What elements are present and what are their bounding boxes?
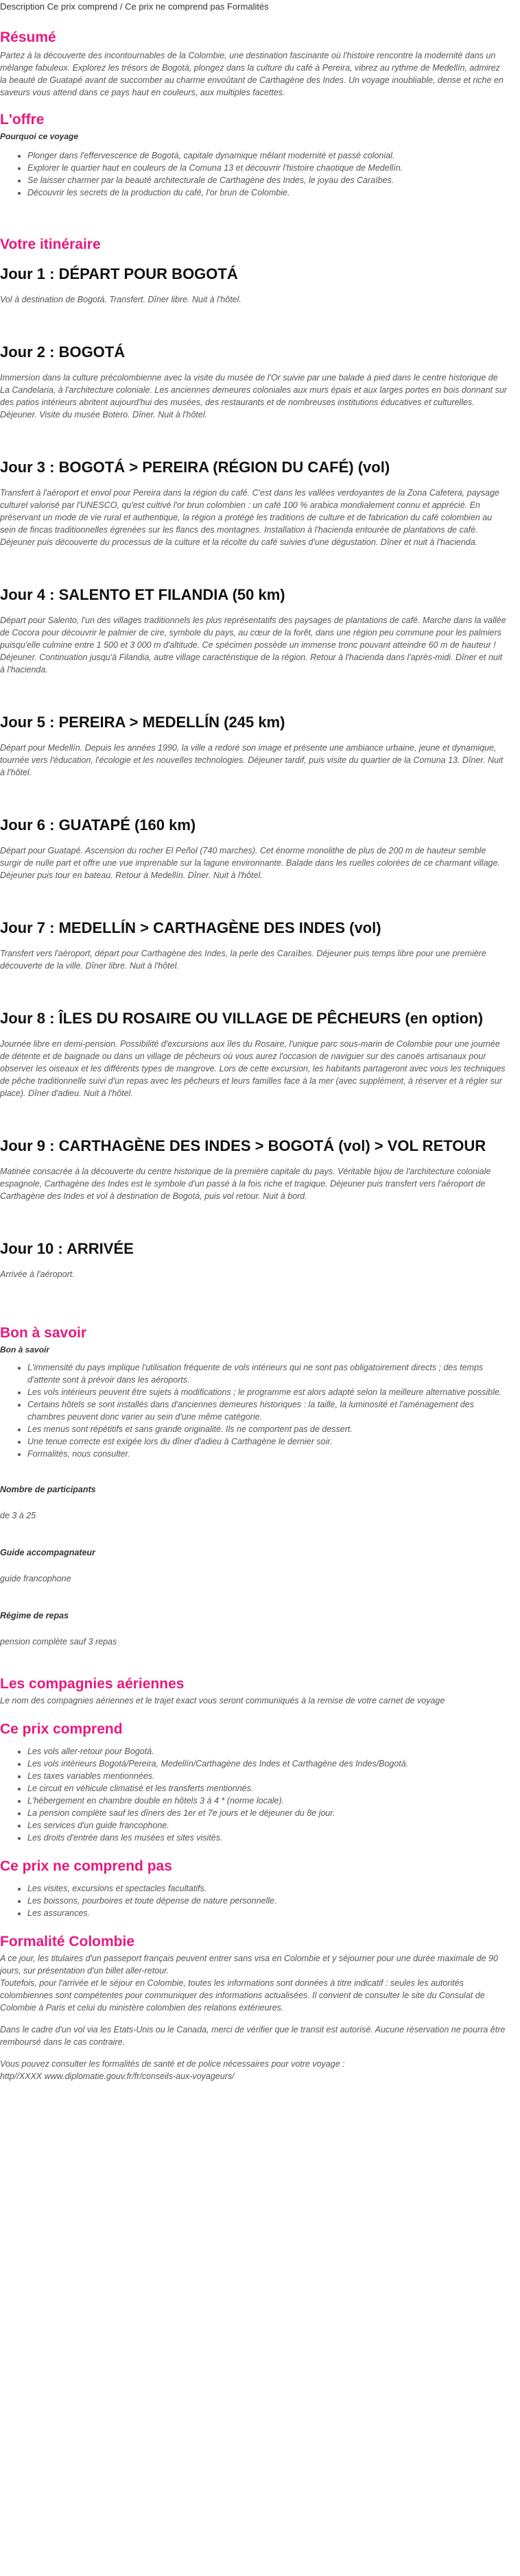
formalities-p4: Vous pouvez consulter les formalités de santé et de police nécessaires pour votre voyage : [0, 2059, 345, 2069]
formalities-p2: Toutefois, pour l'arrivée et le séjour en Colombie, toutes les informations sont données à titre indicatif : seules les autorités colombiennes sont compétentes pour communiquer des informations actualisées. Il convient de consulter le site du Consulat de Colombie à Paris et celui du ministère colombien des relations extérieures. [0, 1978, 485, 2013]
list-item: • Les visites, excursions et spectacles facultatifs. [27, 1882, 509, 1895]
includes-title: Ce prix comprend [0, 1721, 123, 1737]
list-item: • Explorer le quartier haut en couleurs de la Comuna 13 et découvrir l'histoire chaotique de Medellín. [27, 162, 509, 174]
good-to-know-title: Bon à savoir [0, 1325, 87, 1341]
list-item: • Formalités, nous consulter. [27, 1448, 509, 1460]
participants-value: de 3 à 25 [0, 1511, 36, 1520]
day-title: Jour 8 : ÎLES DU ROSAIRE OU VILLAGE DE PÊCHEURS (en option) [0, 1010, 484, 1027]
day-6 [0, 816, 509, 882]
day-1 [0, 265, 509, 306]
includes-section [0, 1721, 509, 1844]
tab-description[interactable]: Description [0, 1, 45, 12]
offer-subtitle: Pourquoi ce voyage [0, 132, 79, 141]
list-item: • L'immensité du pays implique l'utilisation fréquente de vols intérieurs qui ne sont pas obligatoirement directs ; des temps d'attente sont à prévoir dans les aéroports. [27, 1361, 509, 1386]
day-3 [0, 458, 509, 548]
day-title: Jour 3 : BOGOTÁ > PEREIRA (RÉGION DU CAFÉ) (vol) [0, 459, 390, 476]
day-text: Arrivée à l'aéroport. [0, 1269, 75, 1279]
day-text: Journée libre en demi-pension. Possibilité d'excursions aux îles du Rosaire, l'unique parc sous-marin de Colombie pour une journée de détente et de baignade ou dans un village de pêcheurs où vous aurez l'occasion de naviguer sur des canoës artisanaux pour observer les oiseaux et les différents types de mangrove. Lors de cette excursion, les habitants partageront avec vous les techniques de pêche traditionnelle suivi d'un repas avec les pêcheurs et leurs familles face à la mer (avec supplément, à réserver et à régler sur place). Dîner d'adieu. Nuit à l'hôtel. [0, 1039, 506, 1098]
meals-value: pension complète sauf 3 repas [0, 1637, 117, 1647]
day-title: Jour 9 : CARTHAGÈNE DES INDES > BOGOTÁ (vol) > VOL RETOUR [0, 1137, 486, 1154]
day-text: Départ pour Medellín. Depuis les années 1990, la ville a redoré son image et présente une ambiance urbaine, jeune et dynamique, tournée vers l'éducation, l'écologie et les nouvelles technologies. Déjeuner tardif, puis visite du quartier de la Comuna 13. Dîner. Nuit à l'hôtel. [0, 743, 504, 777]
list-item: • Les droits d'entrée dans les musées et sites visités. [27, 1832, 509, 1844]
day-text: Départ pour Guatapé. Ascension du rocher El Peñol (740 marches). Cet énorme monolithe de plus de 200 m de hauteur semble surgir de nulle part et offre une vue imprenable sur la lagune environnante. Balade dans les ruelles colorées de ce charmant village. Déjeuner puis tour en bateau. Retour à Medellín. Dîner. Nuit à l'hôtel. [0, 846, 500, 880]
list-item: • L'hébergement en chambre double en hôtels 3 à 4 * (norme locale). [27, 1795, 509, 1807]
formalities-p3: Dans le cadre d'un vol via les Etats-Unis ou le Canada, merci de vérifier que le transit est autorisé. Aucune réservation ne pourra être remboursé dans le cas contraire. [0, 2025, 506, 2047]
day-4 [0, 585, 509, 676]
offer-section [0, 111, 509, 199]
day-title: Jour 10 : ARRIVÉE [0, 1240, 134, 1257]
list-item: • Les boissons, pourboires et toute dépense de nature personnelle. [27, 1895, 509, 1907]
day-text: Vol à destination de Bogotá. Transfert. Dîner libre. Nuit à l'hôtel. [0, 295, 241, 304]
day-title: Jour 4 : SALENTO ET FILANDIA (50 km) [0, 586, 285, 603]
formalities-p1: A ce jour, les titulaires d'un passeport français peuvent entrer sans visa en Colombie et y séjourner pour une durée maximale de 90 jours, sur présentation d'un billet aller-retour. [0, 1954, 498, 1976]
list-item: • Le circuit en véhicule climatisé et les transferts mentionnés. [27, 1782, 509, 1795]
day-title: Jour 5 : PEREIRA > MEDELLÍN (245 km) [0, 714, 285, 731]
day-9 [0, 1137, 509, 1202]
list-item: • Les vols aller-retour pour Bogotá. [27, 1745, 509, 1758]
good-to-know-section [0, 1324, 509, 1648]
day-text: Matinée consacrée à la découverte du centre historique de la première capitale du pays. Véritable bijou de l'architecture coloniale espagnole, Carthagène des Indes est le symbole d'un passé à la fois riche et tragique. Déjeuner puis transfert vers l'aéroport de Carthagène des Indes et vol à destination de Bogotá, puis vol retour. Nuit à bord. [0, 1167, 491, 1201]
airlines-title: Les compagnies aériennes [0, 1676, 185, 1692]
list-item: • Découvrir les secrets de la production du café, l'or brun de Colombie. [27, 186, 509, 199]
list-item: • La pension complète sauf les dîners des 1er et 7e jours et le déjeuner du 8e jour. [27, 1807, 509, 1819]
guide-label: Guide accompagnateur [0, 1548, 95, 1557]
offer-list [0, 149, 509, 199]
list-item: • Les vols intérieurs Bogotá/Pereira, Medellín/Carthagène des Indes et Carthagène des Indes/Bogotá. [27, 1758, 509, 1770]
tab-excludes[interactable]: Ce prix ne comprend pas [125, 1, 225, 12]
day-title: Jour 1 : DÉPART POUR BOGOTÁ [0, 265, 238, 282]
formalities-link[interactable]: http//XXXX www.diplomatie.gouv.fr/fr/conseils-aux-voyageurs/ [0, 2071, 235, 2081]
itinerary-section [0, 236, 509, 1280]
offer-title: L'offre [0, 112, 45, 127]
list-item: • Les services d'un guide francophone. [27, 1819, 509, 1832]
day-text: Transfert à l'aéroport et envol pour Pereira dans la région du café. C'est dans les vallées verdoyantes de la Zona Cafetera, paysage culturel valorisé par l'UNESCO, qu'est cultivé l'or brun colombien : un café 100 % arabica mondialement connu et apprécié. En préservant un mode de vie rural et authentique, la région a protégé les traditions de culture et de fabrication du café colombien au sein de fincas traditionnelles égrenées sur les flancs des montagnes. Installation à l'hacienda entourée de plantations de café. Déjeuner puis découverte du processus de la culture et la récolte du café suivies d'une dégustation. Dîner et nuit à l'hacienda. [0, 488, 499, 547]
tab-includes[interactable]: Ce prix comprend [47, 1, 118, 12]
list-item: • Les vols intérieurs peuvent être sujets à modifications ; le programme est alors adapté selon la meilleure alternative possible. [27, 1386, 509, 1398]
list-item: • Plonger dans l'effervescence de Bogotá, capitale dynamique mêlant modernité et passé colonial. [27, 149, 509, 162]
meals-label: Régime de repas [0, 1611, 69, 1620]
day-title: Jour 2 : BOGOTÁ [0, 343, 126, 361]
list-item: • Les taxes variables mentionnées. [27, 1770, 509, 1782]
formalities-title: Formalité Colombie [0, 1934, 135, 1949]
airlines-text: Le nom des compagnies aériennes et le trajet exact vous seront communiqués à la remise de votre carnet de voyage [0, 1696, 445, 1705]
participants-label: Nombre de participants [0, 1485, 96, 1494]
list-item: • Les assurances. [27, 1907, 509, 1919]
includes-list [0, 1745, 509, 1844]
excludes-list [0, 1882, 509, 1919]
list-item: • Les menus sont répétitifs et sans grande originalité. Ils ne comportent pas de dessert. [27, 1423, 509, 1435]
good-to-know-subtitle: Bon à savoir [0, 1345, 50, 1354]
tab-formalities[interactable]: Formalités [227, 1, 269, 12]
day-2 [0, 343, 509, 421]
day-text: Départ pour Salento, l'un des villages traditionnels les plus représentatifs des paysages de plantations de café. Marche dans la vallée de Cocora pour découvrir le palmier de cire, symbole du pays, au cœur de la forêt, dans une région peu commune pour les palmiers puisqu'elle culmine entre 1 500 et 3 000 m d'altitude. Ce spécimen possède un immense tronc pouvant atteindre 60 m de hauteur ! Déjeuner. Continuation jusqu'à Filandia, autre village caractéristique de la région. Retour à l'hacienda dans l'après-midi. Dîner et nuit à l'hacienda. [0, 616, 506, 675]
list-item: • Se laisser charmer par la beauté architecturale de Carthagène des Indes, le joyau des Caraïbes. [27, 174, 509, 186]
tab-separator: / [119, 1, 123, 12]
list-item: • Une tenue correcte est exigée lors du dîner d'adieu à Carthagène le dernier soir. [27, 1435, 509, 1448]
resume-section [0, 29, 509, 99]
list-item: • Certains hôtels se sont installés dans d'anciennes demeures historiques : la taille, la luminosité et l'aménagement des chambres peuvent donc varier au sein d'une même catégorie. [27, 1398, 509, 1423]
day-5 [0, 713, 509, 779]
day-8 [0, 1009, 509, 1099]
day-7 [0, 919, 509, 972]
day-title: Jour 6 : GUATAPÉ (160 km) [0, 816, 196, 834]
formalities-section [0, 1933, 509, 2081]
day-text: Transfert vers l'aéroport, départ pour Carthagène des Indes, la perle des Caraïbes. Déjeuner puis temps libre pour une première découverte de la ville. Dîner libre. Nuit à l'hôtel. [0, 949, 486, 971]
day-text: Immersion dans la culture précolombienne avec la visite du musée de l'Or suivie par une balade à pied dans le centre historique de La Candelaria, à l'architecture coloniale. Les anciennes demeures coloniales aux murs épais et aux larges portes en bois donnant sur des patios intérieurs abritent aujourd'hui des musées, des restaurants et de nombreuses institutions éducatives et culturelles. Déjeuner. Visite du musée Botero. Dîner. Nuit à l'hôtel. [0, 373, 507, 420]
resume-text: Partez à la découverte des incontournables de la Colombie, une destination fascinante où l'histoire rencontre la modernité dans un mélange fabuleux. Explorez les trésors de Bogotá, plongez dans la culture du café à Pereira, vibrez au rythme de Medellín, admirez la beauté de Guatapé avant de succomber au charme envoûtant de Carthagène des Indes. Un voyage inoubliable, dense et riche en saveurs vous attend dans ce pays haut en couleurs, aux multiples facettes. [0, 51, 504, 97]
airlines-section [0, 1675, 509, 1707]
day-title: Jour 7 : MEDELLÍN > CARTHAGÈNE DES INDES (vol) [0, 919, 381, 936]
tabs-bar [0, 0, 509, 22]
guide-value: guide francophone [0, 1574, 71, 1583]
resume-title: Résumé [0, 29, 56, 45]
day-10 [0, 1239, 509, 1280]
good-to-know-list [0, 1361, 509, 1460]
excludes-section [0, 1858, 509, 1919]
excludes-title: Ce prix ne comprend pas [0, 1858, 172, 1874]
itinerary-title: Votre itinéraire [0, 236, 101, 252]
